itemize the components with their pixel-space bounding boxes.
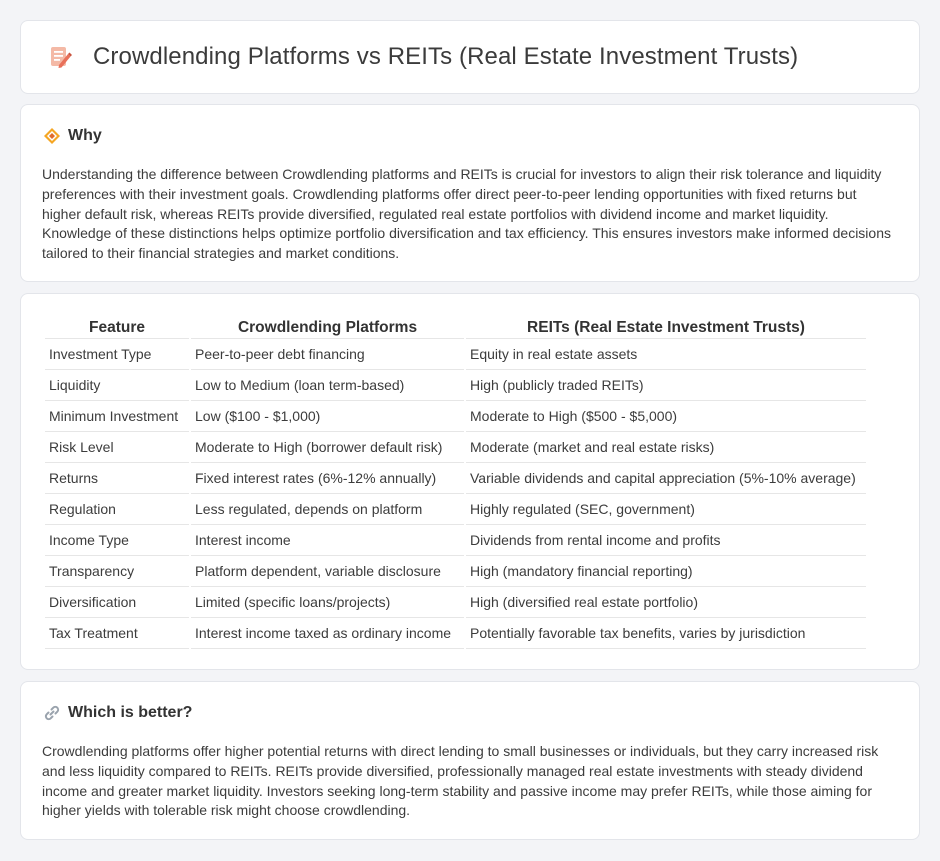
better-title: Which is better? [68,704,193,721]
table-row [45,463,866,494]
comparison-table [43,317,868,649]
table-row [45,618,866,649]
row-reits: Variable dividends and capital appreciation (5%-10% average) [466,463,866,494]
row-reits: High (diversified real estate portfolio) [466,587,866,618]
row-reits: High (publicly traded REITs) [466,370,866,401]
table-row [45,370,866,401]
table-row [45,525,866,556]
table-header-row [45,317,866,339]
row-reits: Equity in real estate assets [466,339,866,370]
why-card [20,104,920,282]
row-crowdlending: Interest income [191,525,464,556]
row-feature: Returns [45,463,189,494]
link-icon [43,704,61,722]
row-crowdlending: Low to Medium (loan term-based) [191,370,464,401]
comparison-table-card [20,293,920,670]
table-row [45,339,866,370]
row-feature: Transparency [45,556,189,587]
row-feature: Income Type [45,525,189,556]
row-reits: Dividends from rental income and profits [466,525,866,556]
row-crowdlending: Interest income taxed as ordinary income [191,618,464,649]
page-title: Crowdlending Platforms vs REITs (Real Estate Investment Trusts) [93,43,799,70]
table-row [45,587,866,618]
table-row [45,556,866,587]
row-feature: Diversification [45,587,189,618]
row-feature: Tax Treatment [45,618,189,649]
header-crowdlending: Crowdlending Platforms [191,317,464,339]
why-header [43,127,102,145]
row-crowdlending: Peer-to-peer debt financing [191,339,464,370]
row-reits: High (mandatory financial reporting) [466,556,866,587]
row-crowdlending: Platform dependent, variable disclosure [191,556,464,587]
row-feature: Minimum Investment [45,401,189,432]
which-is-better-card [20,681,920,840]
why-title: Why [68,127,102,144]
row-reits: Moderate (market and real estate risks) [466,432,866,463]
row-crowdlending: Fixed interest rates (6%-12% annually) [191,463,464,494]
row-reits: Highly regulated (SEC, government) [466,494,866,525]
row-crowdlending: Less regulated, depends on platform [191,494,464,525]
row-feature: Liquidity [45,370,189,401]
title-card [20,20,920,94]
better-body: Crowdlending platforms offer higher potential returns with direct lending to small businesses or individuals, but they carry increased risk and less liquidity compared to REITs. REITs provide diversified, professionally managed real estate investments with steady dividend income and greater market liquidity. Investors seeking long-term stability and passive income may prefer REITs, while those aiming for higher yields with tolerable risk might choose crowdlending. [42,743,879,819]
row-feature: Investment Type [45,339,189,370]
row-crowdlending: Moderate to High (borrower default risk) [191,432,464,463]
edit-document-icon [47,44,73,70]
row-crowdlending: Low ($100 - $1,000) [191,401,464,432]
row-feature: Risk Level [45,432,189,463]
title-row [47,43,798,71]
row-reits: Potentially favorable tax benefits, varies by jurisdiction [466,618,866,649]
row-feature: Regulation [45,494,189,525]
why-body: Understanding the difference between Crowdlending platforms and REITs is crucial for investors to align their risk tolerance and liquidity preferences with their investment goals. Crowdlending platforms offer direct peer-to-peer lending opportunities with fixed returns but higher default risk, whereas REITs provide diversified, regulated real estate portfolios with dividend income and market liquidity. Knowledge of these distinctions helps optimize portfolio diversification and tax efficiency. This ensures investors make informed decisions tailored to their financial strategies and market conditions. [42,166,891,262]
row-crowdlending: Limited (specific loans/projects) [191,587,464,618]
row-reits: Moderate to High ($500 - $5,000) [466,401,866,432]
diamond-sign-icon [43,127,61,145]
better-header [43,704,192,722]
header-reits: REITs (Real Estate Investment Trusts) [466,317,866,339]
table-row [45,401,866,432]
table-row [45,494,866,525]
table-row [45,432,866,463]
header-feature: Feature [45,317,189,339]
